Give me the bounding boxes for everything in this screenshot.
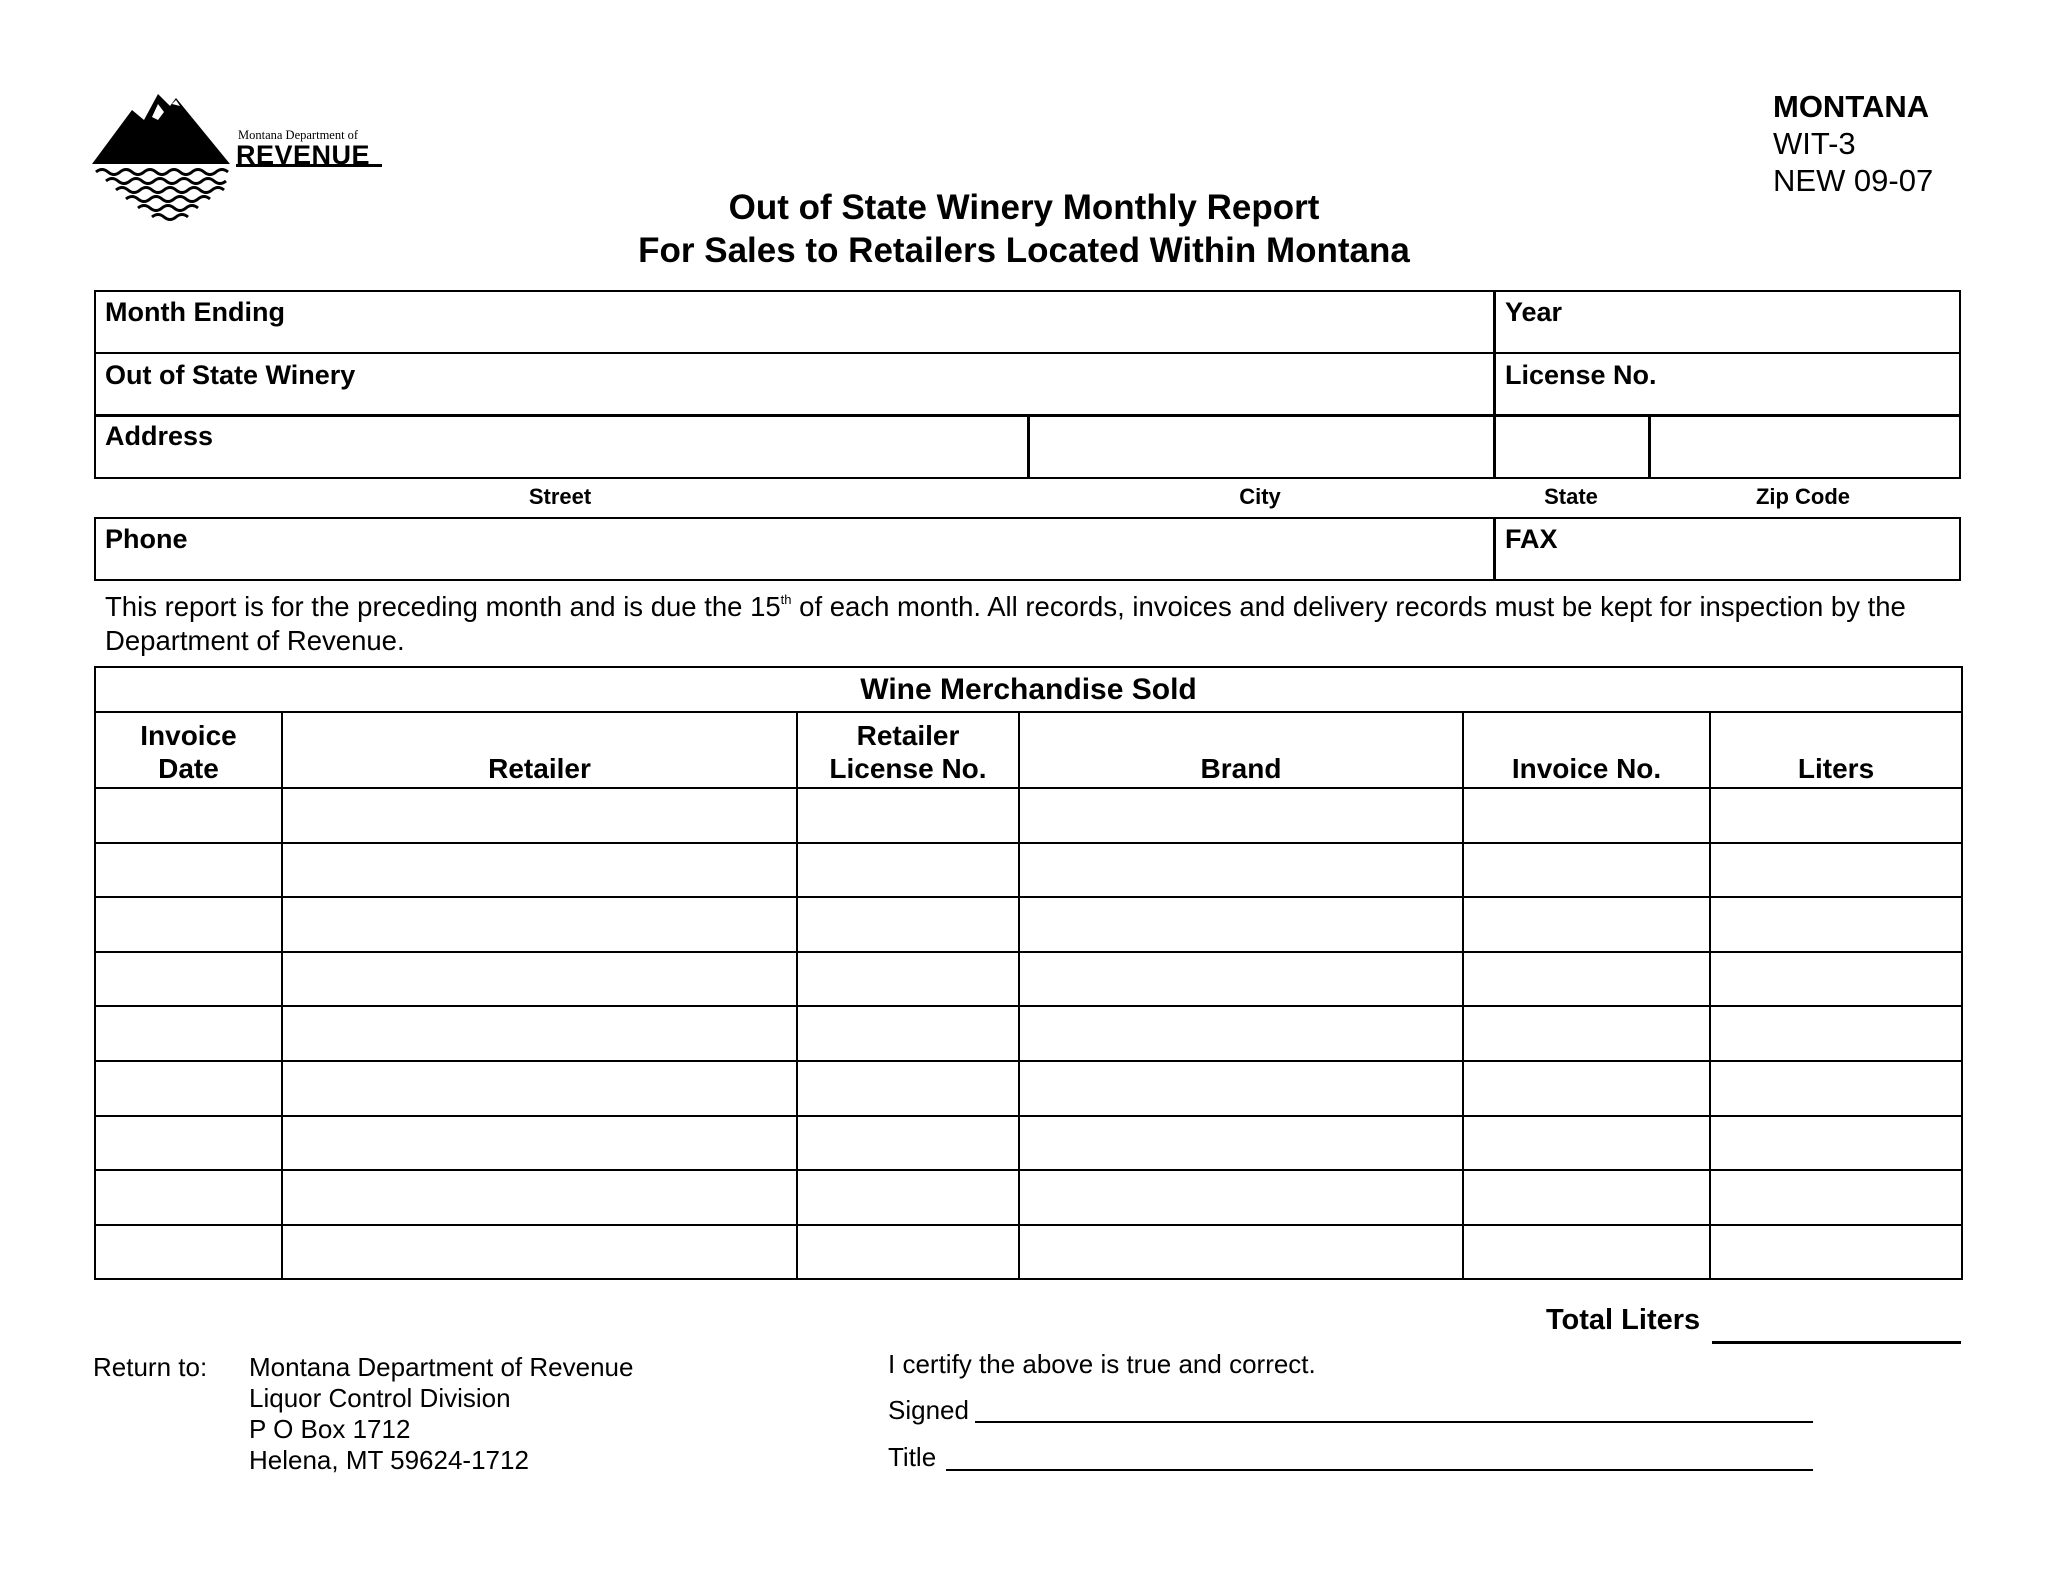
- column-header: [797, 712, 1019, 788]
- table-cell[interactable]: [1019, 1225, 1463, 1280]
- table-body: [95, 788, 1962, 1279]
- table-row: [95, 1170, 1962, 1225]
- table-row: [95, 952, 1962, 1007]
- table-cell[interactable]: [797, 1225, 1019, 1280]
- table-cell[interactable]: [1463, 1225, 1710, 1280]
- table-cell[interactable]: [1710, 843, 1962, 898]
- total-liters-field[interactable]: [1712, 1341, 1961, 1344]
- notice-text: This report is for the preceding month and is due the 15: [105, 591, 781, 622]
- column-header-line: Liters: [1797, 753, 1875, 784]
- table-cell[interactable]: [95, 1061, 282, 1116]
- table-cell[interactable]: [1463, 1170, 1710, 1225]
- logo-subtitle: Montana Department of: [238, 128, 359, 142]
- return-address-line: Liquor Control Division: [249, 1383, 511, 1413]
- table-cell[interactable]: [282, 788, 797, 843]
- table-cell[interactable]: [95, 952, 282, 1007]
- title-label: Title: [888, 1442, 937, 1472]
- table-cell[interactable]: [797, 1006, 1019, 1061]
- address-label: Address: [105, 421, 214, 451]
- fax-label: FAX: [1505, 524, 1558, 554]
- form-code: WIT-3: [1773, 126, 1856, 161]
- table-cell[interactable]: [797, 1061, 1019, 1116]
- table-cell[interactable]: [282, 1225, 797, 1280]
- logo-wordmark: REVENUE: [236, 140, 371, 170]
- column-header-line: License No.: [829, 753, 987, 784]
- city-field[interactable]: [1030, 417, 1493, 476]
- table-cell[interactable]: [282, 1116, 797, 1171]
- table-cell[interactable]: [1710, 1225, 1962, 1280]
- year-label: Year: [1505, 297, 1563, 327]
- table-cell[interactable]: [1019, 1170, 1463, 1225]
- state-field[interactable]: [1496, 417, 1648, 476]
- table-cell[interactable]: [95, 897, 282, 952]
- table-header-row: [95, 712, 1962, 788]
- table-row: [95, 897, 1962, 952]
- table-row: [95, 1116, 1962, 1171]
- phone-label: Phone: [105, 524, 188, 554]
- table-cell[interactable]: [797, 952, 1019, 1007]
- license-label: License No.: [1505, 360, 1657, 390]
- title-field[interactable]: [946, 1469, 1813, 1471]
- form-revision: NEW 09-07: [1773, 163, 1934, 198]
- form-subtitle: For Sales to Retailers Located Within Montana: [638, 231, 1410, 270]
- city-caption: City: [1239, 484, 1281, 509]
- table-cell[interactable]: [282, 952, 797, 1007]
- wine-sales-table: [94, 666, 1963, 1280]
- table-cell[interactable]: [282, 1170, 797, 1225]
- table-cell[interactable]: [797, 897, 1019, 952]
- month-ending-label: Month Ending: [105, 297, 285, 327]
- column-header: [95, 712, 282, 788]
- table-cell[interactable]: [1019, 1116, 1463, 1171]
- table-cell[interactable]: [1463, 952, 1710, 1007]
- table-row: [95, 1006, 1962, 1061]
- signature-field[interactable]: [975, 1421, 1813, 1423]
- return-address-line: Helena, MT 59624-1712: [249, 1445, 529, 1475]
- state-caption: State: [1544, 484, 1598, 509]
- table-cell[interactable]: [797, 1170, 1019, 1225]
- table-cell[interactable]: [282, 897, 797, 952]
- column-header-line: Retailer: [856, 720, 960, 751]
- fax-field[interactable]: [1496, 520, 1958, 578]
- zip-caption: Zip Code: [1755, 484, 1851, 509]
- table-cell[interactable]: [95, 1006, 282, 1061]
- column-header-line: Invoice No.: [1511, 753, 1662, 784]
- total-liters-label: Total Liters: [1546, 1304, 1701, 1336]
- table-cell[interactable]: [1710, 1061, 1962, 1116]
- return-address-line: P O Box 1712: [249, 1414, 411, 1444]
- table-cell[interactable]: [1463, 1116, 1710, 1171]
- table-cell[interactable]: [1019, 1061, 1463, 1116]
- form-state: MONTANA: [1773, 89, 1930, 124]
- due-date-notice: [105, 583, 1985, 658]
- signed-label: Signed: [888, 1395, 969, 1425]
- return-address: [249, 1352, 633, 1476]
- table-cell[interactable]: [1710, 1006, 1962, 1061]
- table-row: [95, 843, 1962, 898]
- table-cell[interactable]: [1463, 788, 1710, 843]
- table-cell[interactable]: [1710, 1170, 1962, 1225]
- table-cell[interactable]: [1710, 788, 1962, 843]
- winery-label: Out of State Winery: [105, 360, 356, 390]
- table-cell[interactable]: [1463, 1006, 1710, 1061]
- column-header: [1710, 712, 1962, 788]
- column-header: [1019, 712, 1463, 788]
- table-cell[interactable]: [797, 843, 1019, 898]
- table-cell[interactable]: [1019, 843, 1463, 898]
- table-cell[interactable]: [1019, 788, 1463, 843]
- table-cell[interactable]: [95, 788, 282, 843]
- table-cell[interactable]: [282, 843, 797, 898]
- return-address-line: Montana Department of Revenue: [249, 1352, 634, 1382]
- table-cell[interactable]: [797, 788, 1019, 843]
- notice-superscript: th: [780, 592, 792, 607]
- table-cell[interactable]: [282, 1061, 797, 1116]
- column-header-line: Retailer: [488, 753, 591, 784]
- table-cell[interactable]: [1463, 897, 1710, 952]
- table-cell[interactable]: [1463, 1061, 1710, 1116]
- table-row: [95, 788, 1962, 843]
- table-cell[interactable]: [1710, 952, 1962, 1007]
- table-cell[interactable]: [797, 1116, 1019, 1171]
- table-row: [95, 1061, 1962, 1116]
- table-cell[interactable]: [95, 1170, 282, 1225]
- column-header: [1463, 712, 1710, 788]
- column-header-line: Invoice: [140, 720, 237, 751]
- table-cell[interactable]: [1710, 1116, 1962, 1171]
- street-caption: Street: [528, 484, 592, 509]
- table-cell[interactable]: [95, 1116, 282, 1171]
- form-identifier: [1773, 88, 1933, 199]
- table-cell[interactable]: [95, 1225, 282, 1280]
- table-cell[interactable]: [1019, 1006, 1463, 1061]
- zip-field[interactable]: [1651, 417, 1958, 476]
- form-title: Out of State Winery Monthly Report: [728, 188, 1320, 227]
- column-header-line: Brand: [1200, 753, 1282, 784]
- table-cell[interactable]: [282, 1006, 797, 1061]
- table-cell[interactable]: [1710, 897, 1962, 952]
- column-header: [282, 712, 797, 788]
- table-row: [95, 1225, 1962, 1280]
- notice-text-continued: of each month. All records, invoices and delivery records must be kept for inspection by the Department of Revenue.: [105, 591, 1906, 656]
- table-caption: Wine Merchandise Sold: [95, 667, 1962, 712]
- table-cell[interactable]: [95, 843, 282, 898]
- table-cell[interactable]: [1019, 897, 1463, 952]
- table-cell[interactable]: [1463, 843, 1710, 898]
- column-header-line: Date: [158, 753, 219, 784]
- table-cell[interactable]: [1019, 952, 1463, 1007]
- year-field[interactable]: [1496, 293, 1958, 351]
- certification-statement: I certify the above is true and correct.: [888, 1349, 1316, 1379]
- return-to-label: Return to:: [93, 1352, 208, 1382]
